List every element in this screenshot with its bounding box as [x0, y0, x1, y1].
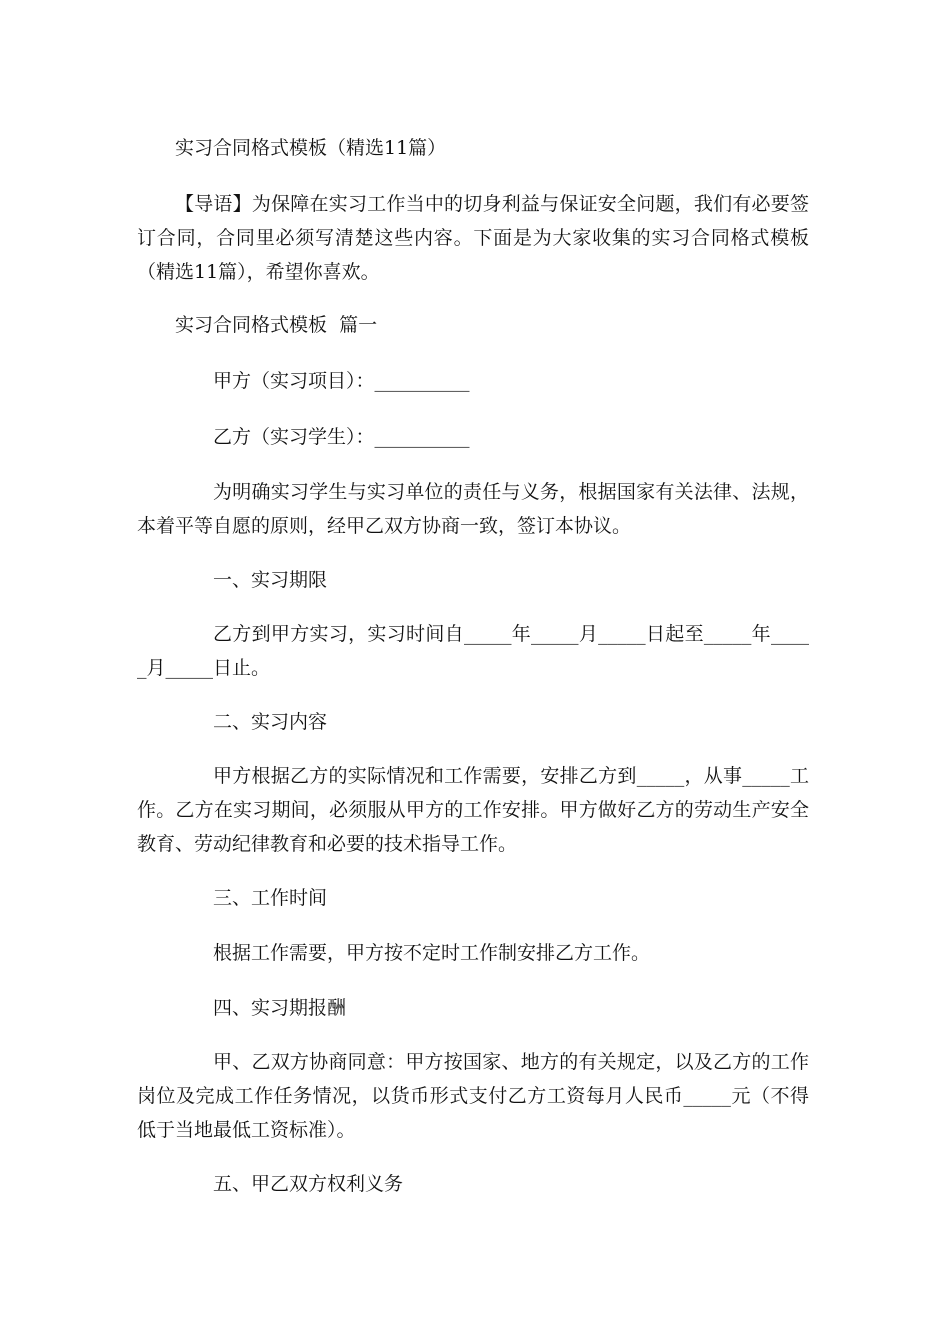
- heading-2: 二、实习内容: [213, 711, 328, 733]
- party-b: 乙方（实习学生）：__________: [213, 426, 470, 448]
- document-title: 实习合同格式模板（精选11篇）: [175, 137, 447, 159]
- heading-5: 五、甲乙双方权利义务: [213, 1173, 404, 1195]
- clause-4-line-1: 甲、乙双方协商同意：甲方按国家、地方的有关规定，以及乙方的工作: [213, 1051, 809, 1073]
- clause-1-line-1: 乙方到甲方实习，实习时间自_____年_____月_____日起至_____年____: [213, 623, 809, 645]
- clause-1-line-2: _月_____日止。: [137, 657, 271, 679]
- clause-4-line-3: 低于当地最低工资标准）。: [137, 1119, 356, 1141]
- heading-3: 三、工作时间: [213, 887, 328, 909]
- clause-2-line-3: 教育、劳动纪律教育和必要的技术指导工作。: [137, 833, 518, 855]
- preamble-line-2: 本着平等自愿的原则，经甲乙双方协商一致，签订本协议。: [137, 515, 632, 537]
- party-a: 甲方（实习项目）：__________: [213, 370, 470, 392]
- clause-2-line-1: 甲方根据乙方的实际情况和工作需要，安排乙方到_____，从事_____工: [213, 765, 809, 787]
- clause-4-line-2: 岗位及完成工作任务情况，以货币形式支付乙方工资每月人民币_____元（不得: [137, 1085, 809, 1107]
- intro-line-1: 【导语】为保障在实习工作当中的切身利益与保证安全问题，我们有必要签: [175, 193, 809, 215]
- clause-2-line-2: 作。乙方在实习期间，必须服从甲方的工作安排。甲方做好乙方的劳动生产安全: [137, 799, 809, 821]
- intro-line-3: （精选11篇），希望你喜欢。: [137, 261, 380, 283]
- heading-4: 四、实习期报酬: [213, 997, 347, 1019]
- preamble-line-1: 为明确实习学生与实习单位的责任与义务，根据国家有关法律、法规，: [213, 481, 809, 503]
- section-title: 实习合同格式模板 篇一: [175, 314, 378, 336]
- heading-1: 一、实习期限: [213, 569, 328, 591]
- clause-3: 根据工作需要，甲方按不定时工作制安排乙方工作。: [213, 942, 651, 964]
- intro-line-2: 订合同，合同里必须写清楚这些内容。下面是为大家收集的实习合同格式模板: [137, 227, 809, 249]
